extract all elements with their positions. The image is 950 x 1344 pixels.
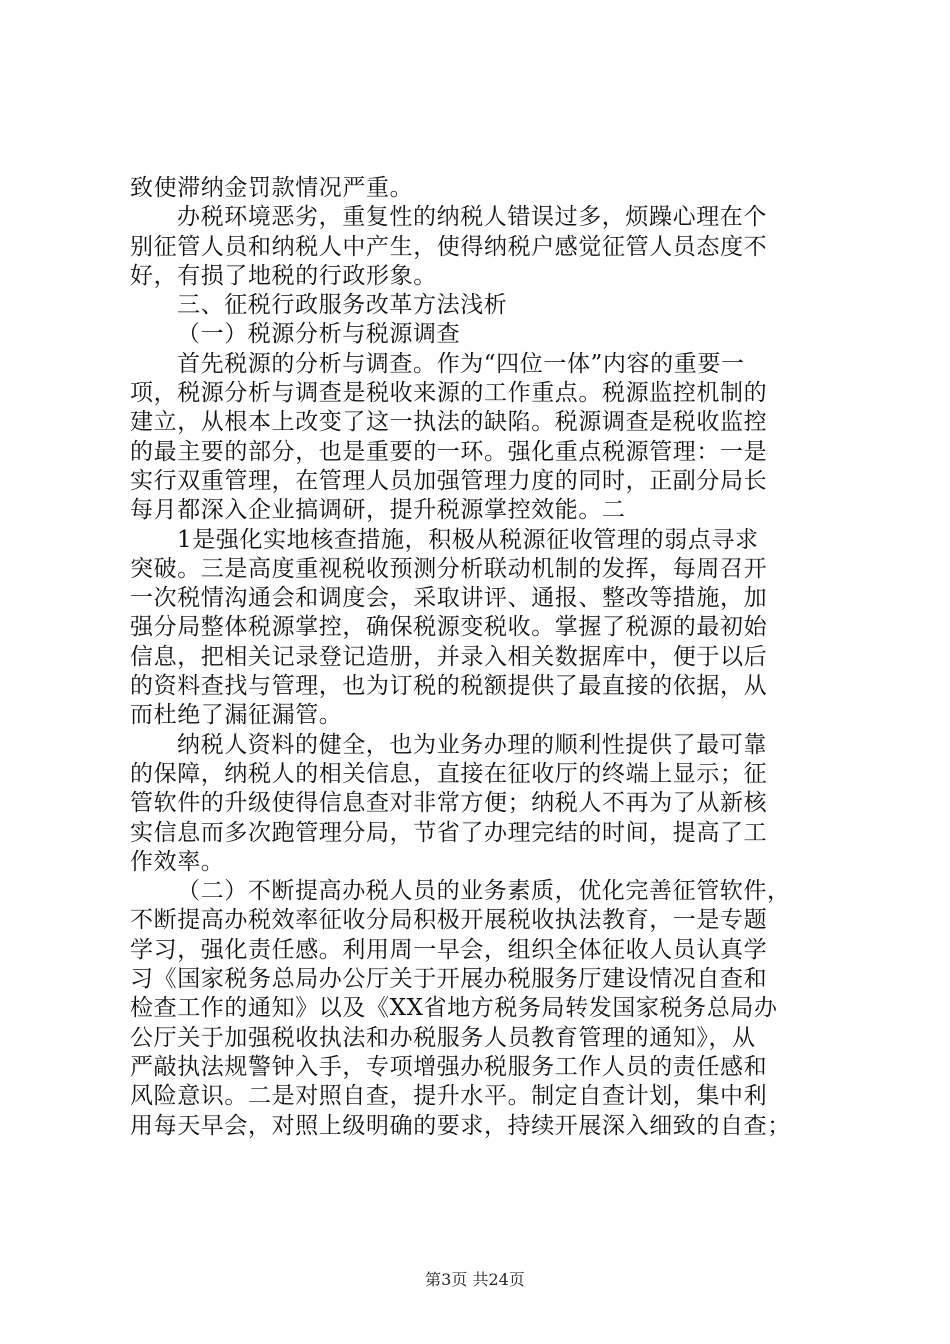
text-line: 公厅关于加强税收执法和办税服务人员教育管理的通知》，从	[130, 1024, 756, 1051]
text-line: 学习，强化责任感。利用周一早会，组织全体征收人员认真学	[130, 936, 768, 963]
text-line: 每月都深入企业搞调研，提升税源掌控效能。二	[130, 497, 626, 524]
page-number: 第3页 共24页	[425, 1270, 525, 1289]
text-line: （一）税源分析与税源调查	[177, 321, 461, 348]
text-line: 项，税源分析与调查是税收来源的工作重点。税源监控机制的	[130, 380, 768, 407]
text-line: 实信息而多次跑管理分局，节省了办理完结的时间，提高了工	[130, 819, 768, 846]
text-line: 实行双重管理，在管理人员加强管理力度的同时，正副分局长	[130, 467, 768, 494]
text-line: 强分局整体税源掌控，确保税源变税收。掌握了税源的最初始	[130, 614, 768, 641]
text-line: 的保障，纳税人的相关信息，直接在征收厅的终端上显示；征	[130, 760, 768, 787]
text-line: 用每天早会，对照上级明确的要求，持续开展深入细致的自查；	[130, 1112, 791, 1139]
text-line: 首先税源的分析与调查。作为“四位一体”内容的重要一	[177, 350, 745, 377]
page-footer	[0, 1270, 950, 1290]
document-body	[130, 174, 842, 1141]
text-line: 不断提高办税效率征收分局积极开展税收执法教育，一是专题	[130, 907, 768, 934]
text-line: 好，有损了地税的行政形象。	[130, 262, 437, 289]
text-line: 办税环境恶劣，重复性的纳税人错误过多，烦躁心理在个	[177, 204, 767, 231]
text-line: （二）不断提高办税人员的业务素质，优化完善征管软件，	[177, 878, 791, 905]
text-line: 三、征税行政服务改革方法浅析	[177, 292, 508, 319]
text-line: 管软件的升级使得信息查对非常方便；纳税人不再为了从新核	[130, 790, 768, 817]
text-line: 一次税情沟通会和调度会，采取讲评、通报、整改等措施，加	[130, 585, 768, 612]
text-line: 纳税人资料的健全，也为业务办理的顺利性提供了最可靠	[177, 731, 767, 758]
text-line: 1是强化实地核查措施，积极从税源征收管理的弱点寻求	[177, 526, 759, 553]
text-line: 信息，把相关记录登记造册，并录入相关数据库中，便于以后	[130, 643, 768, 670]
text-line: 别征管人员和纳税人中产生，使得纳税户感觉征管人员态度不	[130, 233, 768, 260]
text-line: 检查工作的通知》以及《XX省地方税务局转发国家税务总局办	[130, 995, 778, 1022]
text-line: 突破。三是高度重视税收预测分析联动机制的发挥，每周召开	[130, 555, 768, 582]
text-line: 的最主要的部分，也是重要的一环。强化重点税源管理：一是	[130, 438, 768, 465]
text-line: 作效率。	[130, 848, 225, 875]
text-line: 建立，从根本上改变了这一执法的缺陷。税源调查是税收监控	[130, 409, 768, 436]
text-line: 的资料查找与管理，也为订税的税额提供了最直接的依据，从	[130, 673, 768, 700]
text-line: 风险意识。二是对照自查，提升水平。制定自查计划，集中利	[130, 1083, 768, 1110]
text-line: 习《国家税务总局办公厅关于开展办税服务厅建设情况自查和	[130, 966, 768, 993]
text-line: 严敲执法规警钟入手，专项增强办税服务工作人员的责任感和	[130, 1053, 768, 1080]
text-line: 而杜绝了漏征漏管。	[130, 702, 343, 729]
text-line: 致使滞纳金罚款情况严重。	[130, 175, 414, 201]
